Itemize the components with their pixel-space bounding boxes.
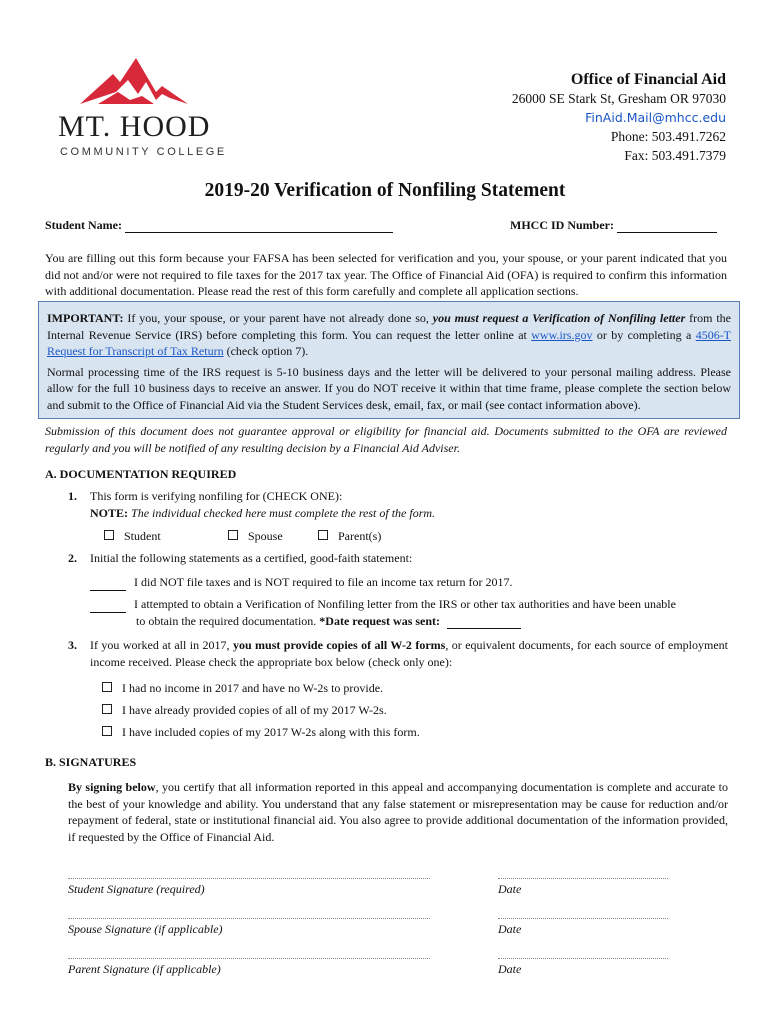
important-emphasis: you must request a Verification of Nonfiling letter — [432, 311, 686, 325]
checkbox-label: Parent(s) — [338, 529, 382, 543]
important-text: from the Internal Revenue Service (IRS) before completing this form. You can request the letter online at — [47, 311, 731, 342]
form-4506t-link[interactable]: 4506-T Request for Transcript of Tax Return — [47, 327, 732, 358]
item-2-text: Initial the following statements as a certified, good-faith statement: — [90, 551, 413, 565]
checkbox[interactable] — [102, 682, 112, 692]
checkbox[interactable] — [228, 530, 238, 540]
parent-date-line[interactable] — [498, 958, 668, 959]
terms-lead: By signing below — [68, 780, 156, 794]
student-name-label: Student Name: — [45, 218, 122, 232]
item-number: 2. — [68, 551, 77, 565]
checkbox-parents[interactable] — [318, 528, 438, 545]
checkbox-label: Student — [124, 529, 161, 543]
contact-block — [512, 70, 726, 165]
item-3 — [68, 637, 728, 670]
student-date-line[interactable] — [498, 878, 668, 879]
initial-line[interactable] — [90, 579, 126, 591]
checkbox-label: I had no income in 2017 and have no W-2s to provide. — [122, 681, 384, 695]
note-label: NOTE: — [90, 505, 129, 520]
checkbox[interactable] — [104, 530, 114, 540]
office-fax: Fax: 503.491.7379 — [624, 148, 726, 163]
spouse-signature-line[interactable] — [68, 918, 430, 919]
logo-subtitle: COMMUNITY COLLEGE — [60, 146, 227, 158]
parent-signature-label: Parent Signature (if applicable) — [68, 962, 221, 976]
disclaimer: Submission of this document does not guarantee approval or eligibility for financial aid. Documents submitted to the OFA are reviewed regularly and you will be notified of any resulting decision by a Financial Aid Adviser. — [45, 424, 727, 455]
w2-option-1[interactable] — [102, 680, 762, 697]
checkbox[interactable] — [102, 726, 112, 736]
spouse-date-line[interactable] — [498, 918, 668, 919]
statement-1 — [90, 574, 730, 591]
item-number: 1. — [68, 489, 77, 503]
office-address: 26000 SE Stark St, Gresham OR 97030 — [511, 91, 726, 106]
student-name-field[interactable] — [45, 218, 393, 233]
item-3-emphasis: you must provide copies of all W-2 forms — [232, 638, 446, 652]
spouse-signature-label: Spouse Signature (if applicable) — [68, 922, 223, 936]
checkbox-label: I have already provided copies of all of my 2017 W-2s. — [122, 703, 387, 717]
id-number-label: MHCC ID Number: — [510, 218, 614, 232]
date-label: Date — [498, 922, 522, 936]
processing-note: Normal processing time of the IRS request is 5-10 business days and the letter will be delivered to your personal mailing address. Please allow for the full 10 business days to receive an answer. If you do NOT receive it within that time frame, please complete the section below and submit to the Office of Financial Aid via the Student Services desk, email, fax, or mail (see contact information above). — [47, 364, 731, 412]
statement-text: I did NOT file taxes and is NOT required to file an income tax return for 2017. — [134, 575, 513, 589]
w2-option-2[interactable] — [102, 702, 762, 719]
logo-wordmark: MT. HOOD — [58, 110, 211, 143]
important-notice — [38, 301, 740, 419]
office-phone: Phone: 503.491.7262 — [610, 129, 726, 144]
date-sent-label: *Date request was sent: — [319, 613, 441, 628]
item-2 — [68, 550, 728, 567]
date-sent-line[interactable] — [447, 616, 521, 629]
important-text: or by completing a — [592, 327, 696, 342]
office-email-link[interactable]: FinAid.Mail@mhcc.edu — [585, 110, 726, 125]
item-number: 3. — [68, 638, 77, 652]
section-a-heading: A. DOCUMENTATION REQUIRED — [45, 467, 237, 481]
item-1 — [68, 488, 728, 521]
student-signature-line[interactable] — [68, 878, 430, 879]
parent-signature-line[interactable] — [68, 958, 430, 959]
student-signature-label: Student Signature (required) — [68, 882, 205, 896]
checkbox[interactable] — [102, 704, 112, 714]
irs-link[interactable]: www.irs.gov — [531, 327, 593, 342]
student-name-line[interactable] — [125, 220, 393, 233]
section-b-heading: B. SIGNATURES — [45, 755, 137, 769]
checkbox[interactable] — [318, 530, 328, 540]
item-1-text: This form is verifying nonfiling for (CHECK ONE): — [90, 489, 343, 503]
date-label: Date — [498, 962, 522, 976]
statement-2 — [90, 596, 730, 629]
intro-paragraph: You are filling out this form because your FAFSA has been selected for verification and you, your spouse, or your parent indicated that you did not and/or were not required to file taxes for the 2017 tax year. The Office of Financial Aid (OFA) is required to confirm this information with additional documentation. Please read the rest of this form carefully and complete all application sections. — [45, 251, 727, 298]
page-title: 2019-20 Verification of Nonfiling Statement — [204, 180, 566, 201]
item-3-text: If you worked at all in 2017, — [90, 638, 233, 652]
signature-terms — [68, 779, 728, 845]
checkbox-label: I have included copies of my 2017 W-2s along with this form. — [122, 725, 420, 739]
initial-line[interactable] — [90, 601, 126, 613]
id-number-line[interactable] — [617, 220, 717, 233]
office-name: Office of Financial Aid — [570, 71, 726, 88]
note-text: The individual checked here must complete the rest of the form. — [128, 505, 436, 520]
item-3-text: , or equivalent documents, for each source of employment income received. Please check the appropriate box below (check only one): — [90, 638, 728, 669]
statement-text: I attempted to obtain a Verification of Nonfiling letter from the IRS or other tax authorities and have been unable — [134, 597, 676, 611]
terms-text: , you certify that all information reported in this appeal and accompanying documentation is complete and accurate to the best of your knowledge and ability. You understand that any false statement or misrepresentation may be cause for reduction and/or repayment of federal, state or institutional financial aid. You also agree to provide additional documentation of the information provided, if requested by the Office of Financial Aid. — [68, 780, 728, 844]
important-text: (check option 7). — [223, 344, 309, 358]
important-label: IMPORTANT: — [47, 311, 124, 325]
w2-option-3[interactable] — [102, 724, 762, 741]
important-text: If you, your spouse, or your parent have not already done so, — [123, 311, 433, 325]
checkbox-label: Spouse — [248, 529, 283, 543]
statement-text: to obtain the required documentation. — [136, 613, 320, 628]
date-label: Date — [498, 882, 522, 896]
id-number-field[interactable] — [510, 218, 717, 233]
